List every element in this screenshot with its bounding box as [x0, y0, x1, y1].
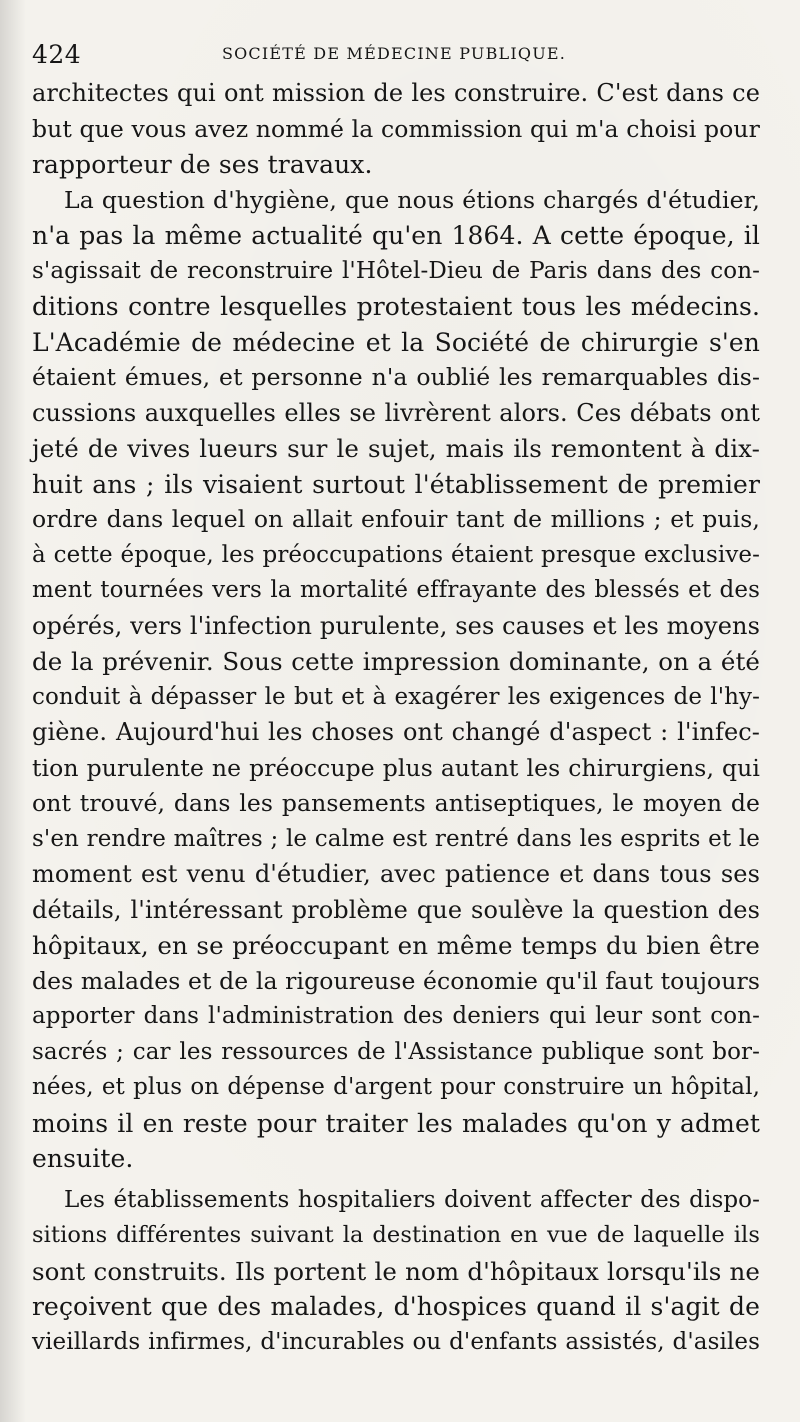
text-line: s'en rendre maîtres ; le calme est rentré dans les esprits et le [32, 825, 760, 852]
text-line: à cette époque, les préoccupations étaient presque exclusive- [32, 541, 760, 568]
text-line: hôpitaux, en se préoccupant en même temps du bien être [32, 931, 760, 960]
page-body [32, 76, 760, 1360]
text-line: vieillards infirmes, d'incurables ou d'enfants assistés, d'asiles [32, 1328, 760, 1355]
page-header [32, 40, 756, 70]
text-line: ont trouvé, dans les pansements antiseptiques, le moyen de [32, 789, 760, 817]
text-line: giène. Aujourd'hui les choses ont changé d'aspect : l'infec- [32, 718, 760, 746]
text-line: ment tournées vers la mortalité effrayante des blessés et des [32, 577, 760, 603]
text-line: ordre dans lequel on allait enfouir tant de millions ; et puis, [32, 505, 760, 533]
text-line: La question d'hygiène, que nous étions chargés d'étudier, [64, 185, 760, 214]
text-line: moins il en reste pour traiter les malades qu'on y admet [32, 1108, 760, 1138]
text-line: ditions contre lesquelles protestaient tous les médecins. [32, 292, 760, 321]
text-line: sacrés ; car les ressources de l'Assistance publique sont bor- [32, 1038, 760, 1065]
text-line: nées, et plus on dépense d'argent pour construire un hôpital, [32, 1074, 760, 1100]
text-line: ensuite. [32, 1144, 134, 1173]
paragraph [32, 1183, 760, 1361]
paragraph [32, 183, 760, 1177]
text-line: tion purulente ne préoccupe plus autant les chirurgiens, qui [32, 753, 760, 782]
paragraph [32, 76, 760, 183]
text-line: huit ans ; ils visaient surtout l'établissement de premier [32, 469, 760, 499]
text-line: but que vous avez nommé la commission qui m'a choisi pour [32, 114, 760, 143]
text-line: de la prévenir. Sous cette impression dominante, on a été [32, 647, 760, 676]
text-line: moment est venu d'étudier, avec patience et dans tous ses [32, 860, 760, 888]
gutter-shadow [0, 0, 26, 1422]
text-line: détails, l'intéressant problème que soulève la question des [32, 895, 760, 924]
running-title: SOCIÉTÉ DE MÉDECINE PUBLIQUE. [221, 44, 567, 63]
text-line: s'agissait de reconstruire l'Hôtel-Dieu de Paris dans des con- [32, 257, 760, 284]
page-number: 424 [32, 40, 82, 69]
text-line: jeté de vives lueurs sur le sujet, mais ils remontent à dix- [32, 434, 760, 463]
text-line: cussions auxquelles elles se livrèrent alors. Ces débats ont [32, 398, 760, 427]
text-line: architectes qui ont mission de les construire. C'est dans ce [32, 79, 760, 107]
text-line: rapporteur de ses travaux. [32, 150, 373, 179]
text-line: sont construits. Ils portent le nom d'hôpitaux lorsqu'ils ne [32, 1256, 760, 1286]
text-line: sitions différentes suivant la destination en vue de laquelle ils [32, 1222, 760, 1248]
text-line: des malades et de la rigoureuse économie qu'il faut toujours [32, 966, 760, 995]
text-line: Les établissements hospitaliers doivent affecter des dispo- [64, 1186, 760, 1213]
text-line: opérés, vers l'infection purulente, ses causes et les moyens [32, 611, 760, 640]
text-line: étaient émues, et personne n'a oublié les remarquables dis- [32, 363, 760, 391]
text-line: n'a pas la même actualité qu'en 1864. A cette époque, il [32, 221, 760, 250]
text-line: L'Académie de médecine et la Société de chirurgie s'en [32, 327, 760, 357]
text-line: reçoivent que des malades, d'hospices quand il s'agit de [32, 1292, 760, 1321]
text-line: apporter dans l'administration des deniers qui leur sont con- [32, 1003, 760, 1029]
text-line: conduit à dépasser le but et à exagérer les exigences de l'hy- [32, 683, 760, 710]
